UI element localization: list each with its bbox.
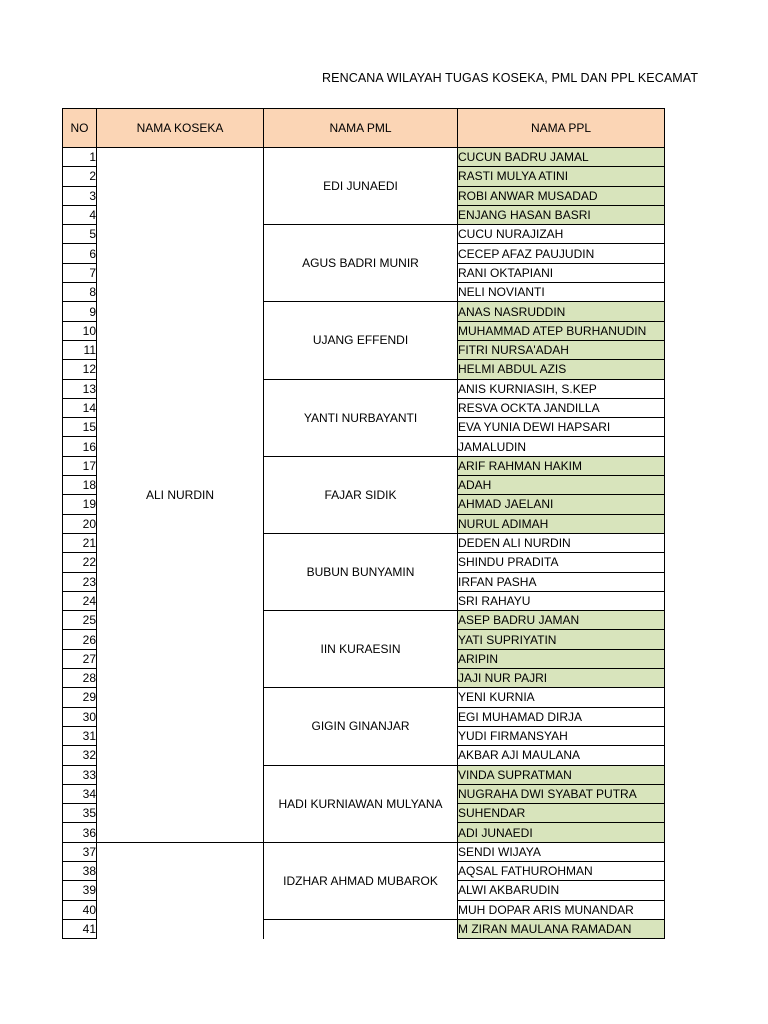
cell-nama-ppl[interactable]: CECEP AFAZ PAUJUDIN bbox=[458, 244, 665, 263]
cell-nama-ppl[interactable]: CUCU NURAJIZAH bbox=[458, 225, 665, 244]
cell-no[interactable]: 40 bbox=[63, 900, 97, 919]
cell-nama-pml[interactable]: IDZHAR AHMAD MUBAROK bbox=[264, 842, 458, 919]
cell-nama-ppl[interactable]: ROBI ANWAR MUSADAD bbox=[458, 186, 665, 205]
cell-nama-ppl[interactable]: AKBAR AJI MAULANA bbox=[458, 746, 665, 765]
cell-no[interactable]: 36 bbox=[63, 823, 97, 842]
cell-nama-ppl[interactable]: NUGRAHA DWI SYABAT PUTRA bbox=[458, 784, 665, 803]
cell-no[interactable]: 32 bbox=[63, 746, 97, 765]
cell-no[interactable]: 41 bbox=[63, 919, 97, 938]
table-body bbox=[63, 148, 665, 939]
cell-no[interactable]: 22 bbox=[63, 553, 97, 572]
cell-no[interactable]: 37 bbox=[63, 842, 97, 861]
cell-nama-ppl[interactable]: YATI SUPRIYATIN bbox=[458, 630, 665, 649]
cell-nama-ppl[interactable]: SRI RAHAYU bbox=[458, 591, 665, 610]
cell-nama-pml[interactable]: UJANG EFFENDI bbox=[264, 302, 458, 379]
cell-nama-ppl[interactable]: ADAH bbox=[458, 476, 665, 495]
cell-nama-ppl[interactable]: IRFAN PASHA bbox=[458, 572, 665, 591]
cell-nama-ppl[interactable]: ARIPIN bbox=[458, 649, 665, 668]
cell-nama-ppl[interactable]: AHMAD JAELANI bbox=[458, 495, 665, 514]
cell-nama-koseka[interactable] bbox=[97, 842, 264, 938]
header-row bbox=[63, 109, 665, 148]
cell-nama-ppl[interactable]: NELI NOVIANTI bbox=[458, 283, 665, 302]
cell-nama-ppl[interactable]: EVA YUNIA DEWI HAPSARI bbox=[458, 418, 665, 437]
cell-nama-ppl[interactable]: MUH DOPAR ARIS MUNANDAR bbox=[458, 900, 665, 919]
assignment-table bbox=[62, 108, 665, 939]
cell-no[interactable]: 14 bbox=[63, 398, 97, 417]
cell-no[interactable]: 39 bbox=[63, 881, 97, 900]
cell-no[interactable]: 4 bbox=[63, 205, 97, 224]
cell-no[interactable]: 26 bbox=[63, 630, 97, 649]
header-no[interactable]: NO bbox=[63, 109, 97, 148]
cell-no[interactable]: 29 bbox=[63, 688, 97, 707]
cell-no[interactable]: 18 bbox=[63, 476, 97, 495]
cell-nama-pml[interactable]: FAJAR SIDIK bbox=[264, 456, 458, 533]
cell-no[interactable]: 8 bbox=[63, 283, 97, 302]
cell-nama-ppl[interactable]: ANAS NASRUDDIN bbox=[458, 302, 665, 321]
cell-no[interactable]: 15 bbox=[63, 418, 97, 437]
cell-nama-koseka[interactable]: ALI NURDIN bbox=[97, 148, 264, 843]
cell-nama-pml[interactable]: BUBUN BUNYAMIN bbox=[264, 533, 458, 610]
sheet-title: RENCANA WILAYAH TUGAS KOSEKA, PML DAN PPL KECAMAT bbox=[322, 71, 699, 85]
cell-nama-ppl[interactable]: YUDI FIRMANSYAH bbox=[458, 726, 665, 745]
cell-nama-ppl[interactable]: ENJANG HASAN BASRI bbox=[458, 205, 665, 224]
cell-no[interactable]: 25 bbox=[63, 611, 97, 630]
cell-nama-ppl[interactable]: ADI JUNAEDI bbox=[458, 823, 665, 842]
cell-no[interactable]: 33 bbox=[63, 765, 97, 784]
cell-nama-ppl[interactable]: RESVA OCKTA JANDILLA bbox=[458, 398, 665, 417]
cell-nama-ppl[interactable]: HELMI ABDUL AZIS bbox=[458, 360, 665, 379]
cell-no[interactable]: 35 bbox=[63, 804, 97, 823]
cell-no[interactable]: 13 bbox=[63, 379, 97, 398]
cell-no[interactable]: 9 bbox=[63, 302, 97, 321]
cell-nama-ppl[interactable]: DEDEN ALI NURDIN bbox=[458, 533, 665, 552]
cell-nama-ppl[interactable]: YENI KURNIA bbox=[458, 688, 665, 707]
cell-no[interactable]: 31 bbox=[63, 726, 97, 745]
cell-no[interactable]: 24 bbox=[63, 591, 97, 610]
cell-no[interactable]: 34 bbox=[63, 784, 97, 803]
cell-no[interactable]: 21 bbox=[63, 533, 97, 552]
cell-no[interactable]: 10 bbox=[63, 321, 97, 340]
cell-no[interactable]: 1 bbox=[63, 148, 97, 167]
cell-no[interactable]: 5 bbox=[63, 225, 97, 244]
cell-no[interactable]: 6 bbox=[63, 244, 97, 263]
cell-nama-pml[interactable]: EDI JUNAEDI bbox=[264, 148, 458, 225]
cell-nama-ppl[interactable]: CUCUN BADRU JAMAL bbox=[458, 148, 665, 167]
cell-nama-pml[interactable]: YANTI NURBAYANTI bbox=[264, 379, 458, 456]
cell-no[interactable]: 7 bbox=[63, 263, 97, 282]
cell-nama-ppl[interactable]: M ZIRAN MAULANA RAMADAN bbox=[458, 919, 665, 938]
cell-no[interactable]: 17 bbox=[63, 456, 97, 475]
table-row bbox=[63, 148, 665, 167]
cell-nama-ppl[interactable]: FITRI NURSA'ADAH bbox=[458, 340, 665, 359]
header-nama-pml[interactable]: NAMA PML bbox=[264, 109, 458, 148]
cell-no[interactable]: 3 bbox=[63, 186, 97, 205]
cell-nama-ppl[interactable]: ARIF RAHMAN HAKIM bbox=[458, 456, 665, 475]
cell-nama-pml[interactable] bbox=[264, 919, 458, 938]
table-row bbox=[63, 842, 665, 861]
cell-no[interactable]: 12 bbox=[63, 360, 97, 379]
cell-nama-ppl[interactable]: EGI MUHAMAD DIRJA bbox=[458, 707, 665, 726]
cell-no[interactable]: 2 bbox=[63, 167, 97, 186]
cell-nama-ppl[interactable]: NURUL ADIMAH bbox=[458, 514, 665, 533]
cell-nama-ppl[interactable]: SHINDU PRADITA bbox=[458, 553, 665, 572]
cell-nama-pml[interactable]: AGUS BADRI MUNIR bbox=[264, 225, 458, 302]
cell-no[interactable]: 30 bbox=[63, 707, 97, 726]
cell-nama-ppl[interactable]: JAMALUDIN bbox=[458, 437, 665, 456]
cell-nama-ppl[interactable]: SENDI WIJAYA bbox=[458, 842, 665, 861]
cell-nama-ppl[interactable]: VINDA SUPRATMAN bbox=[458, 765, 665, 784]
cell-no[interactable]: 38 bbox=[63, 861, 97, 880]
cell-no[interactable]: 16 bbox=[63, 437, 97, 456]
cell-nama-pml[interactable]: HADI KURNIAWAN MULYANA bbox=[264, 765, 458, 842]
cell-no[interactable]: 20 bbox=[63, 514, 97, 533]
header-nama-koseka[interactable]: NAMA KOSEKA bbox=[97, 109, 264, 148]
cell-nama-ppl[interactable]: MUHAMMAD ATEP BURHANUDIN bbox=[458, 321, 665, 340]
cell-nama-ppl[interactable]: SUHENDAR bbox=[458, 804, 665, 823]
cell-nama-ppl[interactable]: RASTI MULYA ATINI bbox=[458, 167, 665, 186]
cell-nama-ppl[interactable]: ASEP BADRU JAMAN bbox=[458, 611, 665, 630]
cell-nama-pml[interactable]: GIGIN GINANJAR bbox=[264, 688, 458, 765]
cell-nama-ppl[interactable]: ALWI AKBARUDIN bbox=[458, 881, 665, 900]
cell-no[interactable]: 28 bbox=[63, 669, 97, 688]
cell-nama-pml[interactable]: IIN KURAESIN bbox=[264, 611, 458, 688]
cell-no[interactable]: 23 bbox=[63, 572, 97, 591]
cell-nama-ppl[interactable]: RANI OKTAPIANI bbox=[458, 263, 665, 282]
cell-no[interactable]: 11 bbox=[63, 340, 97, 359]
header-nama-ppl[interactable]: NAMA PPL bbox=[458, 109, 665, 148]
cell-no[interactable]: 27 bbox=[63, 649, 97, 668]
cell-nama-ppl[interactable]: JAJI NUR PAJRI bbox=[458, 669, 665, 688]
cell-nama-ppl[interactable]: AQSAL FATHUROHMAN bbox=[458, 861, 665, 880]
cell-no[interactable]: 19 bbox=[63, 495, 97, 514]
cell-nama-ppl[interactable]: ANIS KURNIASIH, S.KEP bbox=[458, 379, 665, 398]
